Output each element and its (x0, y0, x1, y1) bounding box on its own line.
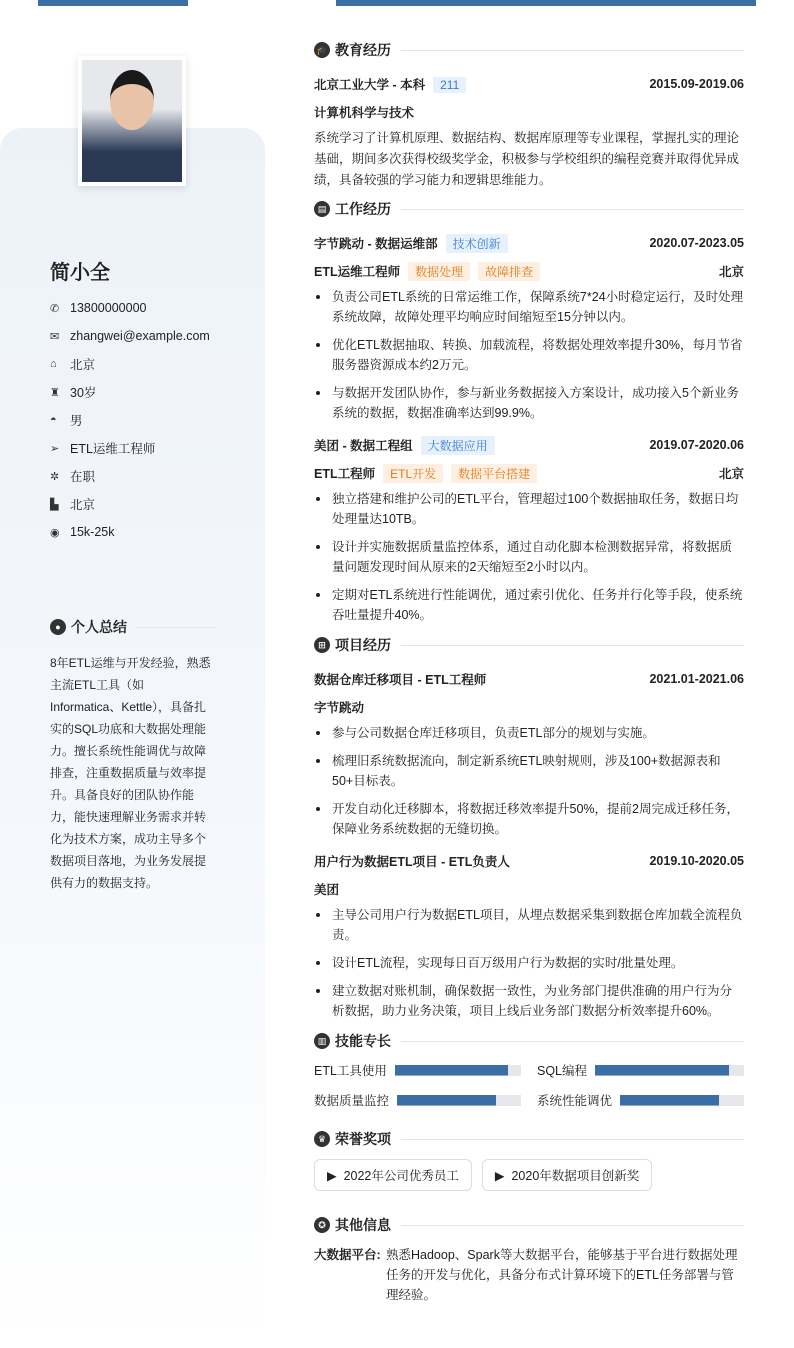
graduation-cap-icon: 🎓 (314, 42, 330, 58)
skill-item: 系统性能调优 (537, 1091, 744, 1109)
avatar (78, 56, 186, 186)
info-item: ▙ 北京 (50, 498, 96, 512)
list-item: 负责公司ETL系统的日常运维工作，保障系统7*24小时稳定运行，及时处理系统故障，故障处理平均响应时间缩短至15分钟以内。 (314, 287, 744, 327)
section-heading: ▤ 工作经历 (314, 197, 744, 221)
info-item: ♜ 30岁 (50, 386, 97, 400)
play-icon: ▶ (494, 1169, 505, 1183)
list-item: 设计并实施数据质量监控体系，通过自动化脚本检测数据异常，将数据质量问题发现时间从原来的2天缩短至2小时以内。 (314, 537, 744, 577)
project-entry: 数据仓库迁移项目 - ETL工程师 2021.01-2021.06 字节跳动 参与公司数据仓库迁移项目，负责ETL部分的规划与实施。 梳理旧系统数据流向，制定新系统ETL映射规则，涉及100+数据源表和50+目标表。 开发自动化迁移脚本，将数据迁移效率提升50%，提前2周完成迁移任务，保障业务系统数据的无缝切换。 (314, 665, 744, 839)
play-icon: ▶ (327, 1169, 337, 1183)
skill-bar (595, 1065, 744, 1076)
list-item: 优化ETL数据抽取、转换、加载流程，将数据处理效率提升30%，每月节省服务器资源成本约2万元。 (314, 335, 744, 375)
briefcase-icon: ▤ (314, 201, 330, 217)
info-item: ◓ 男 (50, 414, 83, 428)
tag: 数据处理 (408, 262, 470, 281)
tag: 数据平台搭建 (451, 464, 537, 483)
info-item: ◉ 15k-25k (50, 525, 115, 539)
cake-icon: ♜ (50, 386, 60, 399)
project-entry: 用户行为数据ETL项目 - ETL负责人 2019.10-2020.05 美团 主导公司用户行为数据ETL项目，从埋点数据采集到数据仓库加载全流程负责。 设计ETL流程，实现每日百万级用户行为数据的实时/批量处理。 建立数据对账机制，确保数据一致性，为业务部门提供准确的用户行为分析数据，助力业务决策，项目上线后业务部门数据分析效率提升60%。 (314, 847, 744, 1021)
list-item: 开发自动化迁移脚本，将数据迁移效率提升50%，提前2周完成迁移任务，保障业务系统数据的无缝切换。 (314, 799, 744, 839)
section-heading: ▥ 技能专长 (314, 1029, 744, 1053)
contact-info (50, 294, 210, 546)
list-item: 建立数据对账机制，确保数据一致性，为业务部门提供准确的用户行为分析数据，助力业务决策，项目上线后业务部门数据分析效率提升60%。 (314, 981, 744, 1021)
skill-item: ETL工具使用 (314, 1061, 521, 1079)
list-item: 梳理旧系统数据流向，制定新系统ETL映射规则，涉及100+数据源表和50+目标表。 (314, 751, 744, 791)
phone-icon: ✆ (50, 302, 60, 315)
list-item: 主导公司用户行为数据ETL项目，从埋点数据采集到数据仓库加载全流程负责。 (314, 905, 744, 945)
list-item: 独立搭建和维护公司的ETL平台，管理超过100个数据抽取任务，数据日均处理量达10TB。 (314, 489, 744, 529)
info-item: ➢ ETL运维工程师 (50, 442, 156, 456)
summary-heading: ● 个人总结 (50, 617, 215, 637)
info-icon: ✪ (314, 1217, 330, 1233)
skill-item: 数据质量监控 (314, 1091, 521, 1109)
candidate-name: 简小全 (50, 262, 110, 284)
info-item: ✲ 在职 (50, 470, 96, 484)
skill-bar (395, 1065, 521, 1076)
chart-icon: ▥ (314, 1033, 330, 1049)
main-content: 🎓 教育经历 北京工业大学 - 本科 211 2015.09-2019.06 计算机科学与技术 系统学习了计算机原理、数据结构、数据库原理等专业课程，掌握扎实的理论基础，期间多次获得校级奖学金，积极参与学校组织的编程竞赛并取得优异成绩，具备较强的学习能力和逻辑思维能力。 ▤ 工作经历 字节跳动 - 数据运维部 技术创新 2020.07-2023.05 ETL运维工程师 数据处理 故障排查 北京 负责公司ETL系统的日常运维工作，保障系统7*24小时稳定运行，及时处理系统故障，故障处理平均响应时间缩短至15分钟以内。 优化ETL数据抽取、转换、加载流程，将数据处理效率提升30%，每月节省服务器资源成本约2万元。 与数据开发团队协作，参与新业务数据接入方案设计，成功接入5个新业务系统的数据，数据准确率达到99.9%。 美团 - 数据工程组 大数据应用 2019.07-2020.06 ETL工程师 ETL开发 数据平台搭建 北京 独立搭建和维护公司的ETL平台，管理超过100个数据抽取任务，数据日均处理量达10TB。 设计并实施数据质量监控体系，通过自动化脚本检测数据异常，将数据质量问题发现时间从原来的2天缩短至2小时以内。 定期对ETL系统进行性能调优，通过索引优化、任务并行化等手段，使系统吞吐量提升40%。 ⊞ 项目经历 数据仓库迁移项目 - ETL工程师 2021.01-2021.06 字节跳动 参与公司数据仓库迁移项目，负责ETL部分的规划与实施。 梳理旧系统数据流向，制定新系统ETL映射规则，涉及100+数据源表和50+目标表。 开发自动化迁移脚本，将数据迁移效率提升50%，提前2周完成迁移任务，保障业务系统数据的无缝切换。 用户行为数据ETL项目 - ETL负责人 2019.10-2020.05 美团 主导公司用户行为数据ETL项目，从埋点数据采集到数据仓库加载全流程负责。 设计ETL流程，实现每日百万级用户行为数据的实时/批量处理。 建立数据对账机制，确保数据一致性，为业务部门提供准确的用户行为分析数据，助力业务决策，项目上线后业务部门数据分析效率提升60%。 ▥ 技能专长 ETL工具使用 SQL编程 数据质量监控 系统性能调优 ♛ 荣誉奖项 ▶ 2022年公司优秀员工 ▶ 2020年数据项目创新奖 ✪ 其他信息 大数据平台: 熟悉Hadoop、Spark等大数据平台，能够基于平台进行数据处理任务的开发与优化，具备分布式计算环境下的ETL任务部署与管理经验。 (314, 38, 744, 1305)
tag: 211 (433, 77, 466, 93)
skill-bar (397, 1095, 521, 1106)
list-item: 与数据开发团队协作，参与新业务数据接入方案设计，成功接入5个新业务系统的数据，数据准确率达到99.9%。 (314, 383, 744, 423)
skill-item: SQL编程 (537, 1061, 744, 1079)
gender-icon: ◓ (50, 414, 57, 426)
skill-bar (620, 1095, 744, 1106)
section-heading: 🎓 教育经历 (314, 38, 744, 62)
info-item: ⌂ 北京 (50, 358, 96, 372)
section-heading: ⊞ 项目经历 (314, 633, 744, 657)
info-item: ✆ 13800000000 (50, 301, 147, 315)
home-icon: ⌂ (50, 358, 57, 370)
send-icon: ➢ (50, 442, 60, 455)
grid-icon: ⊞ (314, 637, 330, 653)
award-badge: ▶ 2022年公司优秀员工 (314, 1159, 472, 1191)
top-accent-bar (336, 0, 756, 6)
salary-icon: ◉ (50, 526, 60, 539)
status-icon: ✲ (50, 470, 60, 483)
tag: 大数据应用 (421, 436, 495, 455)
user-icon: ● (50, 619, 66, 635)
award-icon: ♛ (314, 1131, 330, 1147)
tag: 故障排查 (478, 262, 540, 281)
section-heading: ✪ 其他信息 (314, 1213, 744, 1237)
award-badge: ▶ 2020年数据项目创新奖 (482, 1159, 652, 1191)
other-info: 大数据平台: 熟悉Hadoop、Spark等大数据平台，能够基于平台进行数据处理任务的开发与优化，具备分布式计算环境下的ETL任务部署与管理经验。 (314, 1248, 738, 1302)
top-accent-bar (38, 0, 188, 6)
tag: ETL开发 (383, 464, 443, 483)
mail-icon: ✉ (50, 330, 60, 343)
list-item: 定期对ETL系统进行性能调优，通过索引优化、任务并行化等手段，使系统吞吐量提升40%。 (314, 585, 744, 625)
job-entry: 字节跳动 - 数据运维部 技术创新 2020.07-2023.05 ETL运维工程师 数据处理 故障排查 北京 负责公司ETL系统的日常运维工作，保障系统7*24小时稳定运行，及时处理系统故障，故障处理平均响应时间缩短至15分钟以内。 优化ETL数据抽取、转换、加载流程，将数据处理效率提升30%，每月节省服务器资源成本约2万元。 与数据开发团队协作，参与新业务数据接入方案设计，成功接入5个新业务系统的数据，数据准确率达到99.9%。 (314, 229, 744, 423)
tag: 技术创新 (446, 234, 508, 253)
info-item: ✉ zhangwei@example.com (50, 329, 210, 343)
job-entry: 美团 - 数据工程组 大数据应用 2019.07-2020.06 ETL工程师 ETL开发 数据平台搭建 北京 独立搭建和维护公司的ETL平台，管理超过100个数据抽取任务，数据日均处理量达10TB。 设计并实施数据质量监控体系，通过自动化脚本检测数据异常，将数据质量问题发现时间从原来的2天缩短至2小时以内。 定期对ETL系统进行性能调优，通过索引优化、任务并行化等手段，使系统吞吐量提升40%。 (314, 431, 744, 625)
summary-text: 8年ETL运维与开发经验，熟悉主流ETL工具（如Informatica、Kettle），具备扎实的SQL功底和大数据处理能力。擅长系统性能调优与故障排查，注重数据质量与效率提升。具备良好的团队协作能力，能快速理解业务需求并转化为技术方案，成功主导多个数据项目落地，为业务发展提供有力的数据支持。 (50, 656, 211, 890)
list-item: 设计ETL流程，实现每日百万级用户行为数据的实时/批量处理。 (314, 953, 744, 973)
list-item: 参与公司数据仓库迁移项目，负责ETL部分的规划与实施。 (314, 723, 744, 743)
section-heading: ♛ 荣誉奖项 (314, 1127, 744, 1151)
building-icon: ▙ (50, 498, 59, 511)
